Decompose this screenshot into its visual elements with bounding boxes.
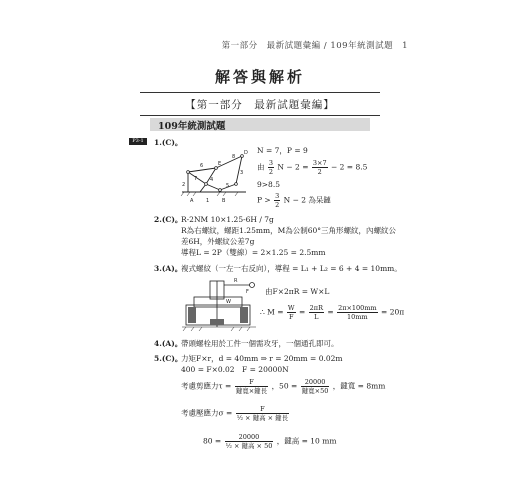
q1-head: 1.(C)。 — [154, 138, 183, 147]
title-rule-top — [140, 92, 380, 93]
q5-l5a: 80 = — [203, 436, 222, 446]
q1-l2b: N − 2 = — [277, 162, 309, 172]
q3-f3n: 2π×100mm — [338, 304, 377, 312]
q3-head: 3.(A)。 — [154, 264, 183, 273]
fig1-label: A — [190, 198, 194, 204]
q5-line1: 力矩F×r，d = 40mm ⇒ r = 20mm = 0.02m — [181, 354, 343, 363]
q5-l3a: 考慮剪應力τ = — [181, 381, 232, 391]
q5-f1d: 鍵寬×鍵長 — [235, 387, 268, 395]
q3-f1n: W — [287, 304, 295, 312]
q2-line4: 導程L = 2P（雙線）= 2×1.25 = 2.5mm — [181, 248, 326, 257]
q5-f4n: 20000 — [225, 433, 274, 442]
q5-line3 — [181, 378, 385, 395]
q1-l2a: 由 — [257, 162, 265, 172]
page-title: 解答與解析 — [214, 68, 305, 86]
q3-line3 — [260, 304, 404, 321]
q5-l5b: ，鍵高 = 10 mm — [276, 436, 337, 446]
section-band — [150, 118, 370, 131]
q5-line4 — [181, 405, 290, 422]
q5-l3b: ，50 = — [271, 381, 298, 391]
title-rule-bottom — [140, 115, 380, 116]
q3-frac1 — [287, 304, 296, 321]
fig3-label-w: W — [226, 299, 231, 305]
q2-line2: R為右螺紋，螺距1.25mm，M為公制60°三角形螺紋，內螺紋公 — [181, 226, 397, 235]
section-title: 109年統測試題 — [158, 121, 226, 132]
q1-l4a: P > — [257, 195, 271, 205]
q5-f3n: F — [236, 405, 289, 414]
q1-f2n: 3×7 — [312, 159, 327, 167]
q3-line2: 由F×2πR = W×L — [265, 287, 330, 296]
q5-f3d: ½ × 鍵高 × 鍵長 — [236, 414, 289, 422]
q1-f3d: 2 — [275, 201, 280, 209]
q1-frac2 — [312, 159, 328, 176]
q5-frac1 — [235, 378, 268, 395]
fig1-label: D — [244, 150, 248, 156]
q5-frac3 — [236, 405, 289, 422]
q4-head: 4.(A)。 — [154, 339, 183, 348]
q1-f1d: 2 — [268, 168, 274, 176]
q5-f1n: F — [235, 378, 268, 387]
q1-f2d: 2 — [317, 168, 322, 176]
fig1-label: 8 — [232, 154, 236, 160]
vise-figure — [180, 275, 258, 337]
fig1-label: E — [218, 161, 222, 167]
fig1-label: 2 — [182, 182, 186, 188]
q3-eq2: = — [327, 307, 334, 317]
fig3-label-f: F — [246, 289, 249, 295]
q2-head: 2.(C)。 — [154, 215, 183, 224]
q1-line4 — [257, 192, 331, 209]
fig1-label: B — [222, 198, 226, 204]
q3-f2n: 2πR — [309, 304, 323, 312]
q3-frac3 — [337, 304, 378, 321]
q1-line1: N = 7，P = 9 — [257, 146, 308, 155]
q3-l3a: ∴ M = — [260, 307, 284, 317]
q1-line3: 9>8.5 — [257, 180, 280, 189]
q5-l4a: 考慮壓應力σ = — [181, 408, 233, 418]
fig1-label: 6 — [200, 163, 204, 169]
fig1-label: 7 — [194, 176, 198, 182]
q5-line5 — [203, 433, 336, 450]
q1-line2 — [257, 159, 367, 176]
q3-line1: 複式螺紋（一左一右反向），導程 = L₁ + L₂ = 6 + 4 = 10mm。 — [181, 264, 402, 273]
q3-f3d: 10mm — [347, 313, 368, 321]
fig1-label: 5 — [226, 183, 230, 189]
q1-f3n: 3 — [275, 192, 280, 200]
q3-f2d: L — [314, 313, 319, 321]
q5-line2: 400 = F×0.02 F = 20000N — [181, 365, 289, 374]
q3-eq1: = — [298, 307, 306, 317]
running-header: 第一部分 最新試題彙編 / 109年統測試題 1 — [221, 41, 408, 51]
fig1-label: 4 — [210, 177, 214, 183]
page-badge: P3-1 — [129, 138, 147, 145]
q5-f2n: 20000 — [301, 378, 330, 387]
q3-frac2 — [309, 304, 324, 321]
q1-f1n: 3 — [268, 159, 274, 167]
q5-frac4 — [225, 433, 274, 450]
q1-l2c: − 2 = 8.5 — [330, 162, 368, 172]
q2-line1: R-2NM 10×1.25-6H / 7g — [181, 215, 274, 224]
q1-frac1 — [268, 159, 274, 176]
q1-frac3 — [274, 192, 280, 209]
fig1-label: 3 — [240, 170, 244, 176]
q5-frac2 — [301, 378, 330, 395]
q5-l3c: ，鍵寬 = 8mm — [332, 381, 386, 391]
q5-f2d: 鍵寬×50 — [301, 387, 329, 395]
q3-l3b: = 20π — [381, 307, 405, 317]
fig3-label-r: R — [234, 278, 238, 284]
q1-l4b: N − 2 為呆鏈 — [283, 195, 331, 205]
page-subtitle: 【第一部分 最新試題彙編】 — [185, 99, 335, 111]
q2-line3: 差6H，外螺紋公差7g — [181, 237, 255, 246]
q5-f4d: ½ × 鍵高 × 50 — [225, 442, 273, 450]
fig1-label: 1 — [206, 198, 210, 204]
q3-f1d: F — [288, 313, 294, 321]
q5-head: 5.(C)。 — [154, 354, 183, 363]
linkage-figure — [180, 146, 254, 206]
q4-line1: 帶頭螺栓用於工件一個需攻牙，一個通孔即可。 — [181, 339, 339, 348]
